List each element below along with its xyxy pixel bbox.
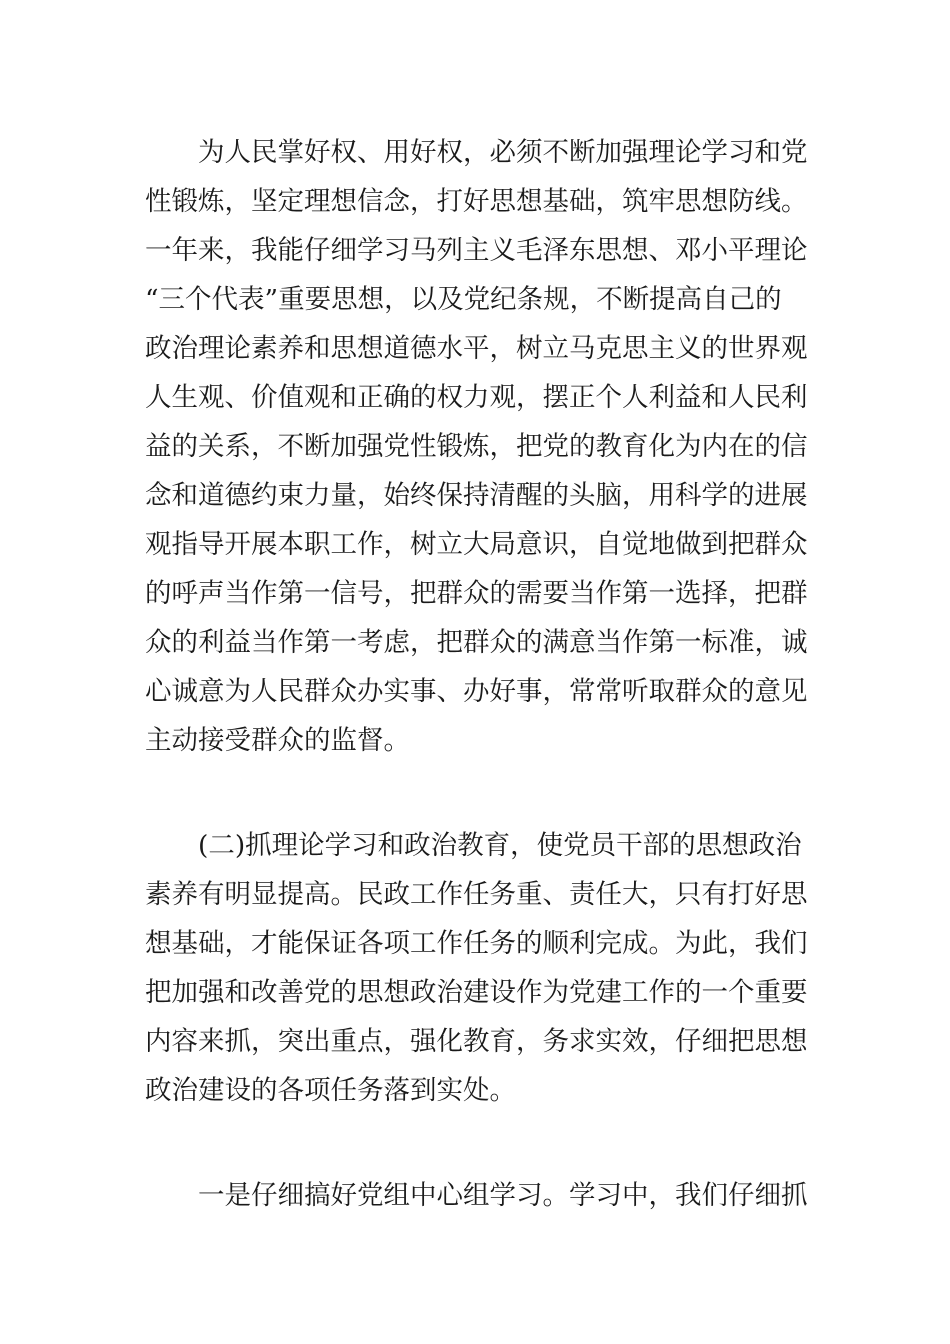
text-line: 益的关系，不断加强党性锻炼，把党的教育化为内在的信 [145,431,808,462]
text-line: 一年来，我能仔细学习马列主义毛泽东思想、邓小平理论 [145,235,808,266]
text-line: 心诚意为人民群众办实事、办好事，常常听取群众的意见 [145,676,808,707]
text-line: 念和道德约束力量，始终保持清醒的头脑，用科学的进展 [145,480,808,511]
text-line: 众的利益当作第一考虑，把群众的满意当作第一标准，诚 [145,627,808,658]
text-line: 政治理论素养和思想道德水平，树立马克思主义的世界观 [145,333,808,364]
text-line: 主动接受群众的监督。 [145,725,410,756]
text-line: 政治建设的各项任务落到实处。 [145,1075,516,1106]
paragraph-1 [145,128,815,765]
text-line: 想基础，才能保证各项工作任务的顺利完成。为此，我们 [145,928,808,959]
text-line: 把加强和改善党的思想政治建设作为党建工作的一个重要 [145,977,808,1008]
paragraph-3 [145,1171,815,1220]
text-line: 性锻炼，坚定理想信念，打好思想基础，筑牢思想防线。 [145,186,808,217]
text-line: (二)抓理论学习和政治教育，使党员干部的思想政治 [198,830,802,861]
text-line: 为人民掌好权、用好权，必须不断加强理论学习和党 [198,137,808,168]
text-line: 一是仔细搞好党组中心组学习。学习中，我们仔细抓 [198,1180,808,1211]
text-line: “三个代表”重要思想，以及党纪条规，不断提高自己的 [145,284,782,315]
text-line: 的呼声当作第一信号，把群众的需要当作第一选择，把群 [145,578,808,609]
paragraph-2 [145,821,815,1115]
text-line: 内容来抓，突出重点，强化教育，务求实效，仔细把思想 [145,1026,808,1057]
text-line: 素养有明显提高。民政工作任务重、责任大，只有打好思 [145,879,808,910]
text-line: 观指导开展本职工作，树立大局意识，自觉地做到把群众 [145,529,808,560]
text-line: 人生观、价值观和正确的权力观，摆正个人利益和人民利 [145,382,808,413]
